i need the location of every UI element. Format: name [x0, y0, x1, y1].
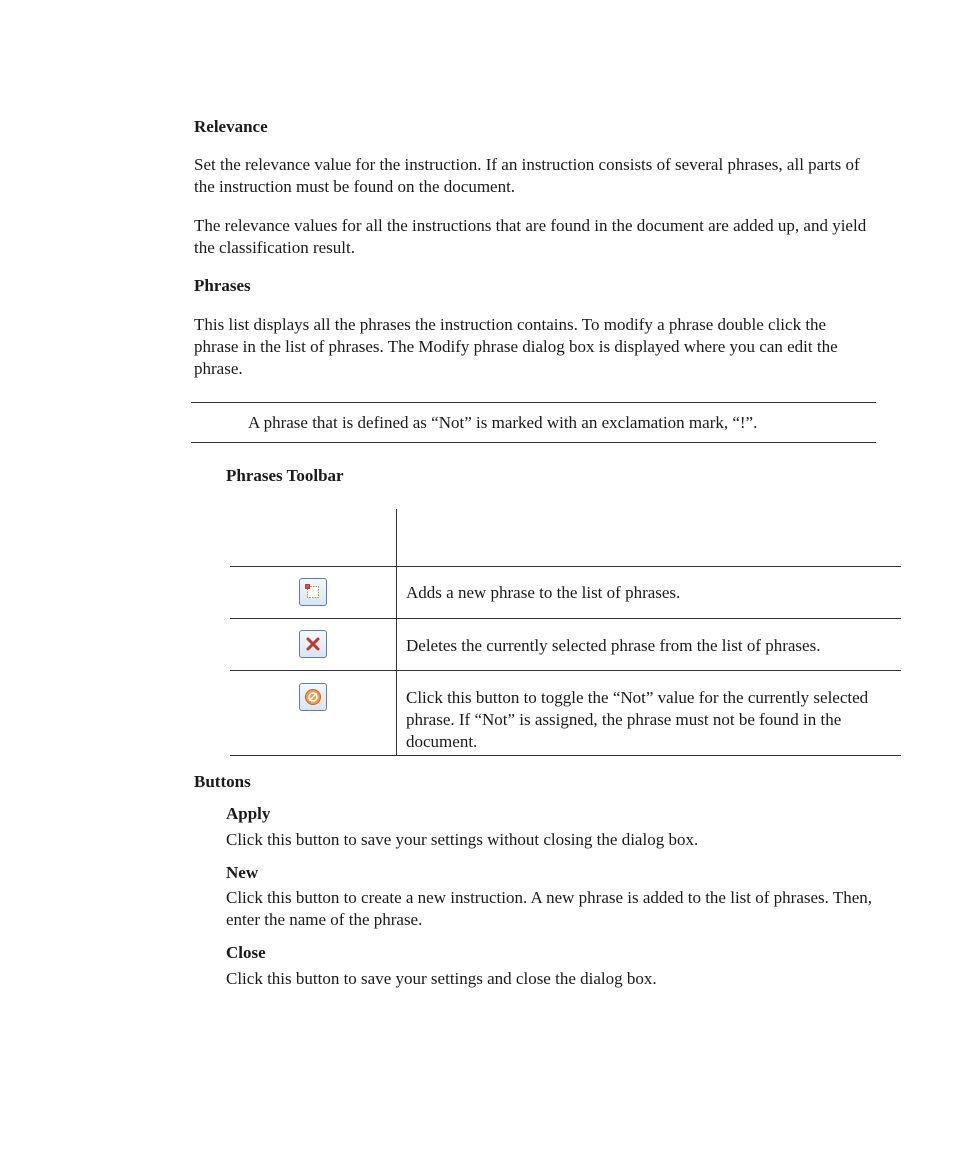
- apply-button-name: Apply: [226, 804, 271, 823]
- note-box: [191, 402, 876, 443]
- table-row-divider: [230, 566, 901, 567]
- table-row-divider: [230, 618, 901, 619]
- note-text: A phrase that is defined as “Not” is marked with an exclamation mark, “!”.: [248, 413, 758, 432]
- table-row-divider: [230, 755, 901, 756]
- buttons-heading: Buttons: [194, 772, 251, 791]
- close-button-name: Close: [226, 943, 266, 962]
- close-button-description: Click this button to save your settings and close the dialog box.: [226, 969, 657, 988]
- add-phrase-description: Adds a new phrase to the list of phrases.: [406, 583, 681, 602]
- relevance-heading: Relevance: [194, 117, 268, 136]
- phrases-paragraph: This list displays all the phrases the instruction contains. To modify a phrase double click the phrase in the list of phrases. The Modify phrase dialog box is displayed where you can edit the phrase.: [194, 315, 838, 378]
- add-phrase-icon: [299, 578, 327, 606]
- phrases-toolbar-table: [230, 509, 901, 756]
- table-column-divider: [396, 509, 397, 756]
- new-button-name: New: [226, 863, 259, 882]
- relevance-paragraph-2: The relevance values for all the instructions that are found in the document are added up, and yield the classification result.: [194, 216, 867, 257]
- relevance-paragraph-1: Set the relevance value for the instruction. If an instruction consists of several phrases, all parts of the instruction must be found on the document.: [194, 155, 860, 196]
- toggle-not-icon: [299, 683, 327, 711]
- table-row-divider: [230, 670, 901, 671]
- phrases-toolbar-heading: Phrases Toolbar: [226, 466, 344, 485]
- apply-button-description: Click this button to save your settings without closing the dialog box.: [226, 830, 699, 849]
- delete-phrase-icon: [299, 630, 327, 658]
- new-button-description: Click this button to create a new instruction. A new phrase is added to the list of phrases. Then, enter the name of the phrase.: [226, 888, 873, 929]
- delete-phrase-description: Deletes the currently selected phrase from the list of phrases.: [406, 636, 821, 655]
- toggle-not-description: Click this button to toggle the “Not” value for the currently selected phrase. If “Not” is assigned, the phrase must not be found in the document.: [406, 688, 869, 751]
- phrases-heading: Phrases: [194, 276, 251, 295]
